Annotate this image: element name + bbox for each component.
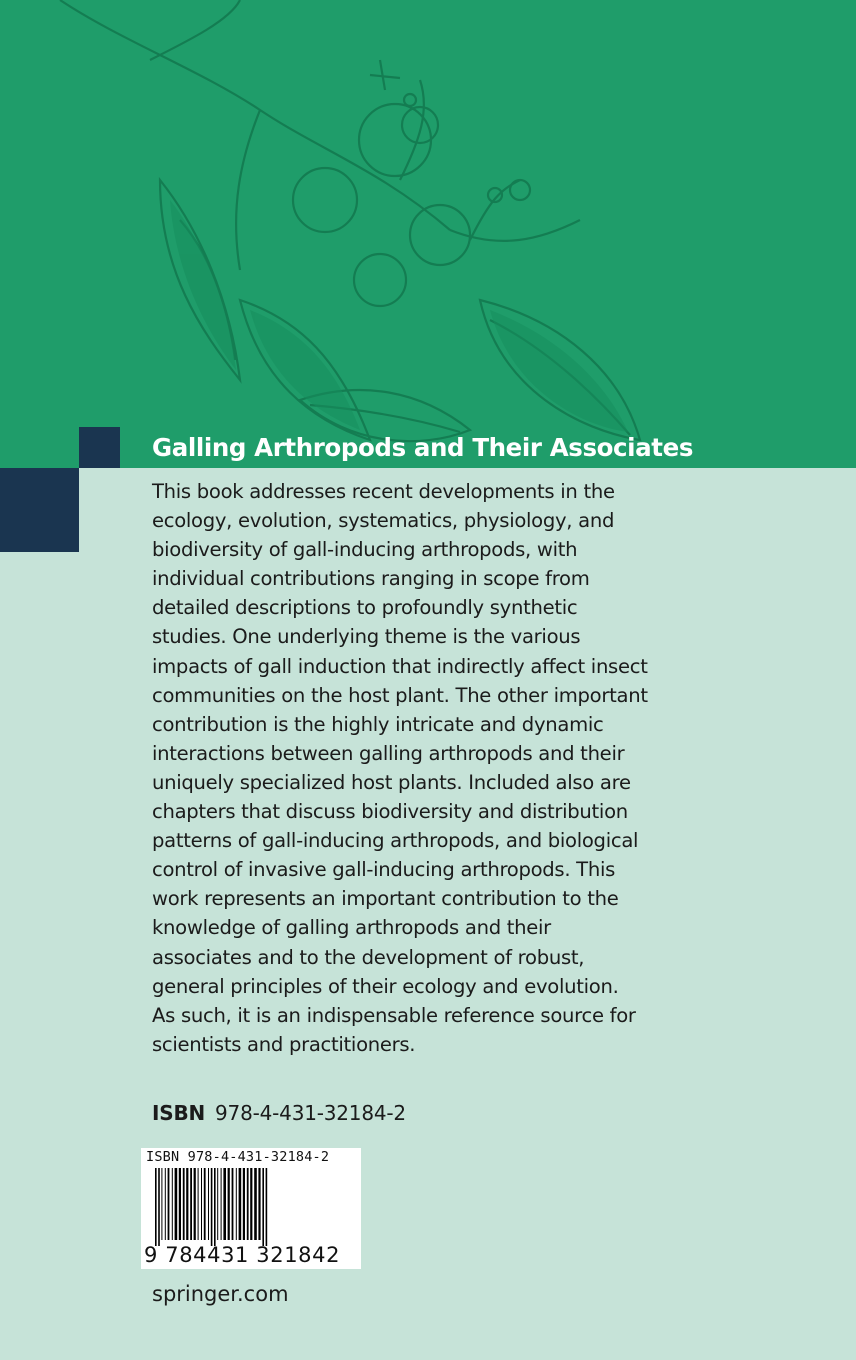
description-line: general principles of their ecology and evolution. — [152, 974, 619, 998]
barcode-bar — [204, 1168, 206, 1240]
description-line: associates and to the development of robust, — [152, 945, 585, 969]
description-line: knowledge of galling arthropods and their — [152, 916, 551, 940]
barcode-bar — [214, 1168, 216, 1246]
barcode-bar — [179, 1168, 181, 1240]
description-line: patterns of gall-inducing arthropods, and biological — [152, 829, 639, 853]
barcode-isbn-text: ISBN 978-4-431-32184-2 — [146, 1149, 330, 1165]
description-line: uniquely specialized host plants. Included also are — [152, 770, 631, 794]
description-line: detailed descriptions to profoundly synthetic — [152, 596, 578, 620]
barcode-bar — [266, 1168, 268, 1246]
isbn-value: 978-4-431-32184-2 — [215, 1101, 406, 1125]
barcode-bar — [201, 1168, 202, 1240]
plant-gall-illustration-icon — [0, 0, 856, 468]
description-line: work represents an important contribution to the — [152, 887, 619, 911]
book-title: Galling Arthropods and Their Associates — [152, 433, 694, 462]
barcode-bar — [247, 1168, 249, 1240]
barcode-bar — [217, 1168, 218, 1240]
barcode-bar — [172, 1168, 173, 1240]
description-line: studies. One underlying theme is the various — [152, 625, 581, 649]
isbn-label: ISBN — [152, 1101, 206, 1125]
barcode-bar — [228, 1168, 230, 1240]
description-line: As such, it is an indispensable reference source for — [152, 1003, 636, 1027]
barcode-bar — [223, 1168, 226, 1240]
barcode-bar — [194, 1168, 196, 1240]
description-line: interactions between galling arthropods and their — [152, 741, 625, 765]
barcode-bar — [239, 1168, 242, 1240]
barcode-bar — [208, 1168, 209, 1240]
barcode-digits: 9 784431 321842 — [144, 1243, 341, 1267]
barcode-bar — [175, 1168, 178, 1240]
navy-accent-square-left — [0, 468, 79, 552]
publisher-url: springer.com — [152, 1282, 289, 1306]
barcode-bar — [165, 1168, 166, 1240]
isbn-line — [152, 1101, 406, 1125]
barcode-bar — [155, 1168, 157, 1246]
barcode-bar — [158, 1168, 160, 1246]
barcode-bar — [168, 1168, 170, 1240]
barcode-bar — [221, 1168, 222, 1240]
description-line: scientists and practitioners. — [152, 1032, 416, 1056]
description-line: contribution is the highly intricate and dynamic — [152, 712, 604, 736]
barcode-bar — [198, 1168, 199, 1240]
book-description — [152, 477, 672, 1059]
description-line: This book addresses recent developments in the — [152, 480, 615, 503]
barcode-bar — [250, 1168, 252, 1240]
barcode-bar — [190, 1168, 192, 1240]
barcode-bar — [183, 1168, 185, 1240]
barcode-bar — [232, 1168, 234, 1240]
description-line: individual contributions ranging in scope from — [152, 567, 590, 591]
navy-accent-square-top — [79, 427, 120, 468]
description-line: biodiversity of gall-inducing arthropods, with — [152, 538, 578, 562]
barcode-bar — [254, 1168, 257, 1240]
barcode-bar — [211, 1168, 213, 1246]
barcode-bar — [161, 1168, 162, 1240]
description-line: communities on the host plant. The other important — [152, 683, 648, 707]
barcode — [141, 1148, 361, 1269]
description-line: ecology, evolution, systematics, physiology, and — [152, 509, 615, 533]
description-line: control of invasive gall-inducing arthropods. This — [152, 858, 616, 882]
barcode-bars — [151, 1168, 351, 1246]
barcode-bar — [258, 1168, 260, 1240]
barcode-bar — [262, 1168, 264, 1246]
barcode-bar — [236, 1168, 237, 1240]
barcode-bar — [243, 1168, 245, 1240]
description-line: impacts of gall induction that indirectly affect insect — [152, 654, 648, 678]
cover-top-band — [0, 0, 856, 468]
barcode-bar — [186, 1168, 188, 1240]
description-line: chapters that discuss biodiversity and distribution — [152, 800, 628, 824]
